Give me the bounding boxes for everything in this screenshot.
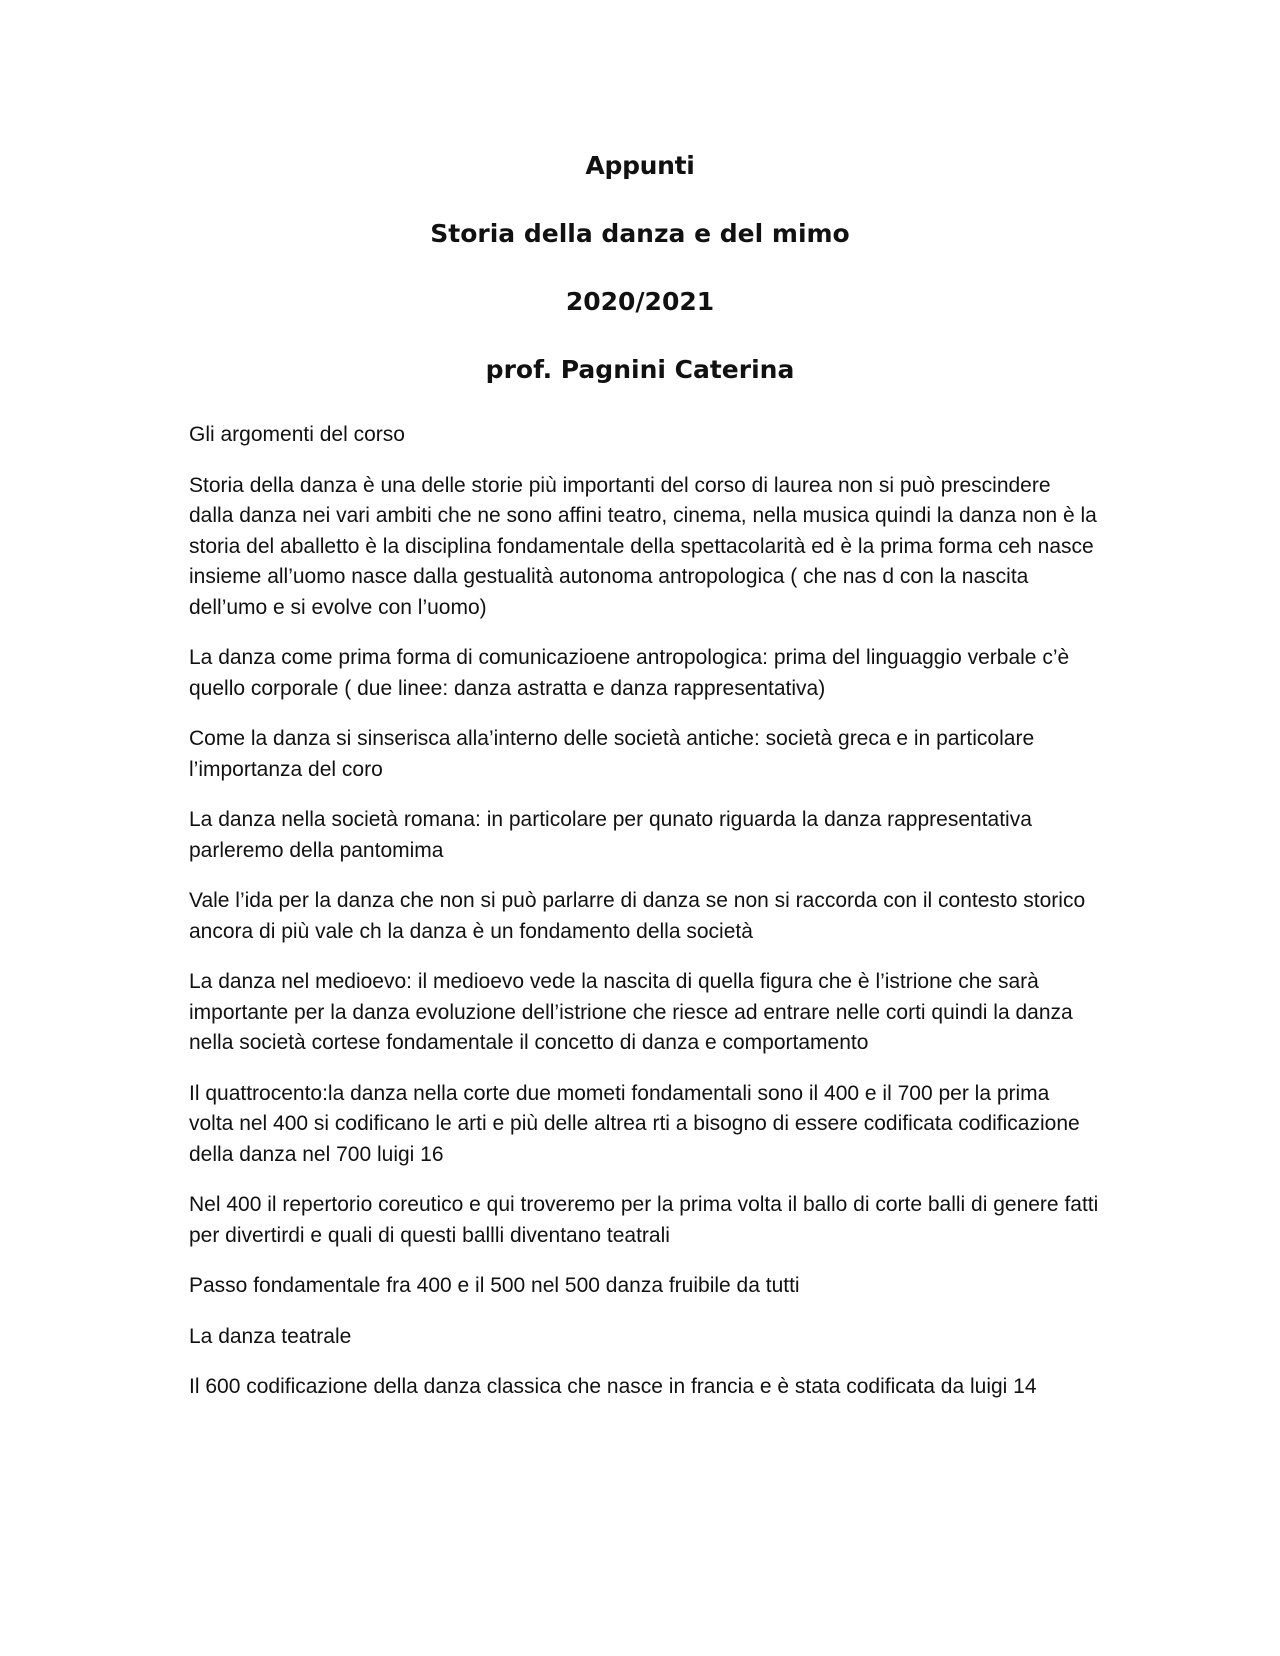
academic-year: 2020/2021 <box>565 287 715 316</box>
paragraph: Storia della danza è una delle storie più importanti del corso di laurea non si può prescindere dalla danza nei vari ambiti che ne sono affini teatro, cinema, nella musica quindi la danza non è la storia del aballetto è la disciplina fondamentale della spettacolarità ed è la prima forma ceh nasce insieme all’uomo nasce dalla gestualità autonoma antropologica ( che nas d con la nascita dell’umo e si evolve con l’uomo) <box>189 473 1097 619</box>
course-name: Storia della danza e del mimo <box>430 219 850 248</box>
paragraph: Nel 400 il repertorio coreutico e qui troveremo per la prima volta il ballo di corte balli di genere fatti per divertirdi e quali di questi ballli diventano teatrali <box>189 1193 1099 1247</box>
paragraph: La danza nella società romana: in particolare per qunato riguarda la danza rappresentativa parleremo della pantomima <box>189 808 1032 862</box>
paragraph: Passo fondamentale fra 400 e il 500 nel 500 danza fruibile da tutti <box>189 1274 800 1297</box>
paragraph: Il 600 codificazione della danza classica che nasce in francia e è stata codificata da luigi 14 <box>189 1375 1037 1398</box>
paragraph: Il quattrocento:la danza nella corte due mometi fondamentali sono il 400 e il 700 per la prima volta nel 400 si codificano le arti e più delle altrea rti a bisogno di essere codificata codificazione della danza nel 700 luigi 16 <box>189 1081 1080 1166</box>
paragraph: Come la danza si sinserisca alla’interno delle società antiche: società greca e in particolare l’importanza del coro <box>189 727 1035 781</box>
paragraph: Gli argomenti del corso <box>189 423 405 446</box>
document-title: Appunti <box>585 151 695 180</box>
document-body <box>189 420 1099 1423</box>
paragraph: Vale l’ida per la danza che non si può parlarre di danza se non si raccorda con il contesto storico ancora di più vale ch la danza è un fondamento della società <box>189 889 1086 943</box>
paragraph: La danza nel medioevo: il medioevo vede la nascita di quella figura che è l’istrione che sarà importante per la danza evoluzione dell’istrione che riesce ad entrare nelle corti quindi la danza nella società cortese fondamentale il concetto di danza e comportamento <box>189 970 1073 1054</box>
professor-name: prof. Pagnini Caterina <box>485 355 795 384</box>
paragraph: La danza teatrale <box>189 1324 352 1348</box>
paragraph: La danza come prima forma di comunicazioene antropologica: prima del linguaggio verbale c’è quello corporale ( due linee: danza astratta e danza rappresentativa) <box>189 646 1070 700</box>
title-block <box>0 150 1280 422</box>
